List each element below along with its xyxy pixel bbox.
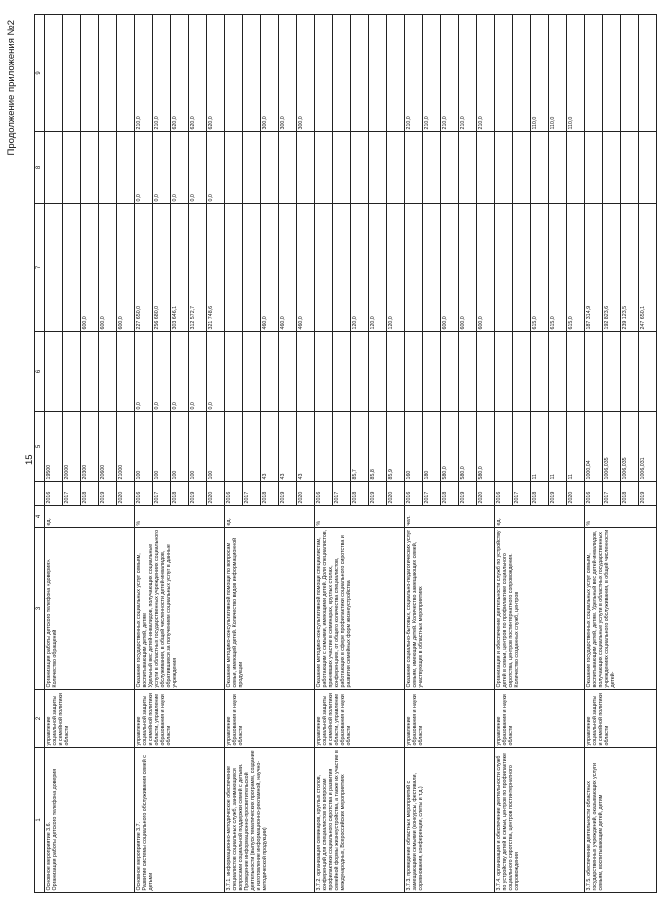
value-cell-c9 <box>350 15 368 132</box>
value-cell-c9 <box>314 15 332 132</box>
value-cell-c6 <box>512 332 530 412</box>
value-cell-c5: 160 <box>404 412 422 482</box>
program-table <box>34 14 657 893</box>
value-cell-c5: 85,8 <box>368 412 386 482</box>
value-cell-c7: 256 680,0 <box>152 204 170 332</box>
value-cell-c7: 321 748,6 <box>206 204 224 332</box>
value-cell-c7 <box>404 204 422 332</box>
value-cell-c6 <box>116 332 134 412</box>
value-cell-c5: 580,0 <box>440 412 458 482</box>
value-cell-c9 <box>224 15 242 132</box>
value-cell-c6 <box>260 332 278 412</box>
value-cell-c7: 615,0 <box>548 204 566 332</box>
value-cell-c9 <box>494 15 512 132</box>
value-cell-c8: 0,0 <box>134 132 152 204</box>
table-row <box>584 15 602 893</box>
value-cell-c8 <box>530 132 548 204</box>
value-cell-c5: 180 <box>422 412 440 482</box>
value-cell-c6 <box>224 332 242 412</box>
cell-c2-row1: управление социальной защиты и семейной политики области, управление образования и науки области <box>134 690 224 748</box>
value-cell-c9: 210,0 <box>134 15 152 132</box>
value-cell-c9: 300,0 <box>296 15 314 132</box>
value-cell-c8 <box>440 132 458 204</box>
cell-c3-row2: Оказание методико-консультативной помощи по вопросам семьи, имеющей детей. Количество видов информационной продукции <box>224 528 314 690</box>
table-body <box>44 15 656 893</box>
column-number-row <box>35 15 45 893</box>
value-cell-c6 <box>476 332 494 412</box>
value-cell-c7: 600,0 <box>458 204 476 332</box>
col-header-3: 3 <box>35 528 45 690</box>
value-cell-c5: 20000 <box>62 412 80 482</box>
col-header-8: 8 <box>35 132 45 204</box>
value-cell-c6 <box>386 332 404 412</box>
col-header-6: 6 <box>35 332 45 412</box>
value-cell-c7 <box>242 204 260 332</box>
value-cell-c9 <box>62 15 80 132</box>
value-cell-c7: 600,0 <box>80 204 98 332</box>
value-cell-c9 <box>602 15 620 132</box>
cell-c3-row0: Организация работы детского телефона «доверия». Количество обращений <box>44 528 134 690</box>
value-cell-c7: 460,0 <box>278 204 296 332</box>
value-cell-c8 <box>476 132 494 204</box>
value-cell-c8 <box>386 132 404 204</box>
value-cell-c6 <box>368 332 386 412</box>
value-cell-c5: 20300 <box>80 412 98 482</box>
year-cell: 2019 <box>458 482 476 506</box>
value-cell-c9: 210,0 <box>404 15 422 132</box>
value-cell-c6 <box>602 332 620 412</box>
value-cell-c7: 600,0 <box>116 204 134 332</box>
cell-c3-row6: Оказание государственных социальных услуг семьям, воспитывающим детей, детям. Удельный вес детей-инвалидов, получающих социальные услуги в областных государственных учреждениях социального обслуживания, в общей численности детей- <box>584 528 656 690</box>
value-cell-c5 <box>332 412 350 482</box>
year-cell: 2019 <box>278 482 296 506</box>
value-cell-c6: 0,0 <box>152 332 170 412</box>
page-number: 15 <box>24 454 35 465</box>
year-cell: 2018 <box>440 482 458 506</box>
value-cell-c7: 247 650,1 <box>638 204 656 332</box>
value-cell-c6 <box>278 332 296 412</box>
value-cell-c8 <box>566 132 584 204</box>
value-cell-c5: 21000 <box>116 412 134 482</box>
value-cell-c7: 227 650,0 <box>134 204 152 332</box>
value-cell-c8: 0,0 <box>152 132 170 204</box>
cell-c1-row5: 3.7.4. организация и обеспечение деятельности служб по устройству детей в семьи, центров по профилактике социального сиротства, центров постинтернатного сопровождения <box>494 748 584 893</box>
year-cell: 2018 <box>530 482 548 506</box>
value-cell-c5: 85,9 <box>386 412 404 482</box>
continuation-label: Продолжение приложения №2 <box>6 20 17 156</box>
value-cell-c8 <box>296 132 314 204</box>
value-cell-c7 <box>422 204 440 332</box>
year-cell: 2016 <box>44 482 62 506</box>
value-cell-c8 <box>62 132 80 204</box>
value-cell-c8 <box>80 132 98 204</box>
value-cell-c6 <box>566 332 584 412</box>
value-cell-c8 <box>242 132 260 204</box>
value-cell-c5: 19500 <box>44 412 62 482</box>
year-cell: 2020 <box>476 482 494 506</box>
cell-c3-row5: Организация и обеспечение деятельности служб по устройству детей в семьи, центров по профилактике социального сиротства, центров постинтернатного сопровождения. Количество созданных служб, центров <box>494 528 584 690</box>
value-cell-c9: 210,0 <box>476 15 494 132</box>
value-cell-c9: 300,0 <box>278 15 296 132</box>
value-cell-c5: 43 <box>278 412 296 482</box>
value-cell-c6 <box>530 332 548 412</box>
year-cell: 2017 <box>422 482 440 506</box>
cell-c4-row4: чел. <box>404 506 494 528</box>
value-cell-c8 <box>458 132 476 204</box>
year-cell: 2019 <box>638 482 656 506</box>
cell-c4-row2: ед. <box>224 506 314 528</box>
table-row <box>44 15 62 893</box>
value-cell-c6 <box>98 332 116 412</box>
value-cell-c6 <box>620 332 638 412</box>
value-cell-c6: 0,0 <box>134 332 152 412</box>
table-row <box>494 15 512 893</box>
value-cell-c7: 187 314,9 <box>584 204 602 332</box>
value-cell-c8 <box>602 132 620 204</box>
value-cell-c9 <box>332 15 350 132</box>
value-cell-c9 <box>98 15 116 132</box>
value-cell-c5: 11 <box>530 412 548 482</box>
value-cell-c8 <box>44 132 62 204</box>
year-cell: 2017 <box>602 482 620 506</box>
year-cell: 2019 <box>98 482 116 506</box>
year-cell: 2020 <box>206 482 224 506</box>
year-cell: 2020 <box>386 482 404 506</box>
value-cell-c9 <box>512 15 530 132</box>
year-cell: 2016 <box>224 482 242 506</box>
value-cell-c5: 100 <box>206 412 224 482</box>
value-cell-c9: 620,0 <box>170 15 188 132</box>
value-cell-c8 <box>116 132 134 204</box>
cell-c2-row6: управление социальной защиты и семейной политики области <box>584 690 656 748</box>
value-cell-c6: 0,0 <box>188 332 206 412</box>
value-cell-c6 <box>332 332 350 412</box>
cell-c4-row6: % <box>584 506 656 528</box>
cell-c1-row1: Основное мероприятие 3.7. Развитие системы социального обслуживания семей с детьми <box>134 748 224 893</box>
value-cell-c9: 210,0 <box>422 15 440 132</box>
year-cell: 2018 <box>80 482 98 506</box>
cell-c1-row6: 3.7.5. обеспечение деятельности областных государственных учреждений, оказывающих услуги семьям, воспитывающим детей, детям <box>584 748 656 893</box>
value-cell-c5: 43 <box>296 412 314 482</box>
value-cell-c6 <box>350 332 368 412</box>
cell-c1-row2: 3.7.1. информационно-методическое обеспечение специалистов социальных служб, занимающихся вопросами социальной поддержки семей с детьми. Проведение информационно-просветительской деятельности (выпуск тематических программ, создание и изготовление информационно-рекламной, научно-методической продукции) <box>224 748 314 893</box>
value-cell-c6 <box>548 332 566 412</box>
year-cell: 2017 <box>332 482 350 506</box>
value-cell-c9 <box>44 15 62 132</box>
cell-c4-row3: % <box>314 506 404 528</box>
value-cell-c9: 210,0 <box>440 15 458 132</box>
value-cell-c8: 0,0 <box>206 132 224 204</box>
year-cell: 2017 <box>62 482 80 506</box>
year-cell: 2016 <box>584 482 602 506</box>
value-cell-c7: 600,0 <box>98 204 116 332</box>
cell-c4-row0: ед. <box>44 506 134 528</box>
year-cell: 2016 <box>494 482 512 506</box>
value-cell-c8 <box>98 132 116 204</box>
year-cell: 2016 <box>314 482 332 506</box>
value-cell-c6 <box>296 332 314 412</box>
col-header-4: 4 <box>35 506 45 528</box>
year-cell: 2019 <box>548 482 566 506</box>
value-cell-c8 <box>404 132 422 204</box>
table-row <box>314 15 332 893</box>
value-cell-c9: 620,0 <box>188 15 206 132</box>
value-cell-c8 <box>278 132 296 204</box>
value-cell-c7 <box>44 204 62 332</box>
value-cell-c7: 615,0 <box>530 204 548 332</box>
value-cell-c5 <box>512 412 530 482</box>
value-cell-c9: 210,0 <box>458 15 476 132</box>
cell-c1-row3: 3.7.2. организация семинаров, круглых столов, конференций для специалистов по вопросам профилактики социального сиротства и развития семейной формы жизнеустройства, а также их участие в международных, Всероссийских мероприятиях <box>314 748 404 893</box>
value-cell-c7: 303 646,1 <box>170 204 188 332</box>
value-cell-c5: 1006,035 <box>602 412 620 482</box>
value-cell-c9 <box>638 15 656 132</box>
value-cell-c8 <box>368 132 386 204</box>
value-cell-c8 <box>512 132 530 204</box>
value-cell-c9: 620,0 <box>206 15 224 132</box>
value-cell-c7 <box>62 204 80 332</box>
value-cell-c7: 239 123,5 <box>620 204 638 332</box>
year-cell: 2016 <box>134 482 152 506</box>
value-cell-c5 <box>314 412 332 482</box>
year-cell: 2018 <box>350 482 368 506</box>
year-cell: 2018 <box>170 482 188 506</box>
value-cell-c9 <box>620 15 638 132</box>
cell-c1-row0: Основное мероприятие 3.6. Организация работы детского телефона доверия <box>44 748 134 893</box>
value-cell-c8 <box>350 132 368 204</box>
year-cell: 2018 <box>620 482 638 506</box>
value-cell-c7: 600,0 <box>476 204 494 332</box>
value-cell-c7: 312 572,7 <box>188 204 206 332</box>
value-cell-c5: 100 <box>152 412 170 482</box>
cell-c4-row5: ед. <box>494 506 584 528</box>
cell-c2-row4: управление образования и науки области <box>404 690 494 748</box>
value-cell-c7 <box>314 204 332 332</box>
cell-c2-row0: управление социальной защиты и семейной политики области <box>44 690 134 748</box>
table-row <box>404 15 422 893</box>
value-cell-c9 <box>584 15 602 132</box>
value-cell-c6 <box>422 332 440 412</box>
value-cell-c9 <box>242 15 260 132</box>
value-cell-c9 <box>368 15 386 132</box>
value-cell-c7: 192 823,6 <box>602 204 620 332</box>
value-cell-c5: 1006,031 <box>638 412 656 482</box>
value-cell-c8 <box>584 132 602 204</box>
value-cell-c9 <box>386 15 404 132</box>
value-cell-c9: 110,0 <box>566 15 584 132</box>
cell-c1-row4: 3.7.3. проведение областных мероприятий с замещающими семьями (конкурсы, фестивали, соревнования, конференции, слеты и т.д.) <box>404 748 494 893</box>
year-cell: 2020 <box>296 482 314 506</box>
year-cell: 2019 <box>368 482 386 506</box>
value-cell-c8 <box>620 132 638 204</box>
year-cell: 2020 <box>566 482 584 506</box>
value-cell-c5 <box>224 412 242 482</box>
value-cell-c5: 100 <box>170 412 188 482</box>
year-cell: 2018 <box>260 482 278 506</box>
value-cell-c5: 100 <box>188 412 206 482</box>
value-cell-c6 <box>494 332 512 412</box>
value-cell-c8 <box>422 132 440 204</box>
value-cell-c9: 300,0 <box>260 15 278 132</box>
value-cell-c7: 120,0 <box>368 204 386 332</box>
cell-c2-row2: управление образования и науки области <box>224 690 314 748</box>
cell-c4-row1: % <box>134 506 224 528</box>
value-cell-c8 <box>314 132 332 204</box>
value-cell-c9 <box>116 15 134 132</box>
value-cell-c7: 460,0 <box>296 204 314 332</box>
value-cell-c5: 11 <box>548 412 566 482</box>
value-cell-c9: 110,0 <box>530 15 548 132</box>
value-cell-c7 <box>224 204 242 332</box>
value-cell-c7: 460,0 <box>260 204 278 332</box>
value-cell-c5: 11 <box>566 412 584 482</box>
year-cell: 2017 <box>152 482 170 506</box>
value-cell-c8 <box>332 132 350 204</box>
value-cell-c7 <box>494 204 512 332</box>
value-cell-c5: 85,7 <box>350 412 368 482</box>
value-cell-c5 <box>242 412 260 482</box>
year-cell: 2019 <box>188 482 206 506</box>
value-cell-c6 <box>80 332 98 412</box>
col-header-1: 1 <box>35 748 45 893</box>
value-cell-c8: 0,0 <box>170 132 188 204</box>
value-cell-c8 <box>260 132 278 204</box>
value-cell-c7: 600,0 <box>440 204 458 332</box>
value-cell-c5: 580,0 <box>458 412 476 482</box>
value-cell-c6 <box>638 332 656 412</box>
value-cell-c5: 580,0 <box>476 412 494 482</box>
year-cell: 2017 <box>512 482 530 506</box>
value-cell-c7 <box>332 204 350 332</box>
value-cell-c8 <box>548 132 566 204</box>
col-header-5: 5 <box>35 412 45 482</box>
value-cell-c6 <box>404 332 422 412</box>
value-cell-c7: 615,0 <box>566 204 584 332</box>
value-cell-c5 <box>494 412 512 482</box>
value-cell-c5: 100 <box>134 412 152 482</box>
value-cell-c6 <box>62 332 80 412</box>
year-cell: 2016 <box>404 482 422 506</box>
table-row <box>134 15 152 893</box>
value-cell-c6 <box>314 332 332 412</box>
value-cell-c8 <box>224 132 242 204</box>
cell-c2-row5: управление образования и науки области <box>494 690 584 748</box>
cell-c3-row1: Оказание государственных социальных услуг семьям, воспитывающим детей, детям Удельный вес детей-инвалидов, получающих социальные услуги в областных государственных учреждениях социального обслуживания, в общей численности детей-инвалидов, обратившихся за получением социальных услуг в данные учреждения <box>134 528 224 690</box>
value-cell-c5: 20600 <box>98 412 116 482</box>
value-cell-c6: 0,0 <box>206 332 224 412</box>
col-header-year <box>35 482 45 506</box>
value-cell-c7 <box>512 204 530 332</box>
value-cell-c6 <box>458 332 476 412</box>
col-header-2: 2 <box>35 690 45 748</box>
year-cell: 2020 <box>116 482 134 506</box>
cell-c2-row3: управление социальной защиты и семейной политики области, управление образования и науки области <box>314 690 404 748</box>
col-header-7: 7 <box>35 204 45 332</box>
value-cell-c8: 0,0 <box>188 132 206 204</box>
value-cell-c6 <box>584 332 602 412</box>
value-cell-c5: 43 <box>260 412 278 482</box>
cell-c3-row3: Оказание методико-консультативной помощи специалистам, работающим с семьями, имеющими детей. Доля специалистов, принявших участие в семинарах, круглых столах, конференциях, от общего количества специалистов, работающих в сфере профилактики социального сиротства и развития семейных форм жизнеустройства <box>314 528 404 690</box>
value-cell-c7: 120,0 <box>350 204 368 332</box>
value-cell-c6 <box>440 332 458 412</box>
value-cell-c6 <box>44 332 62 412</box>
value-cell-c5: 1000,04 <box>584 412 602 482</box>
value-cell-c6: 0,0 <box>170 332 188 412</box>
col-header-9: 9 <box>35 15 45 132</box>
value-cell-c8 <box>494 132 512 204</box>
value-cell-c9: 210,0 <box>152 15 170 132</box>
value-cell-c9 <box>80 15 98 132</box>
value-cell-c6 <box>242 332 260 412</box>
cell-c3-row4: Оказание социально-бытовых, социально-педагогических услуг семьям, имеющим детей. Количество замещающих семей, участвующих в областных мероприятиях <box>404 528 494 690</box>
year-cell: 2017 <box>242 482 260 506</box>
value-cell-c9: 110,0 <box>548 15 566 132</box>
value-cell-c8 <box>638 132 656 204</box>
value-cell-c7: 120,0 <box>386 204 404 332</box>
value-cell-c5: 1006,035 <box>620 412 638 482</box>
table-row <box>224 15 242 893</box>
